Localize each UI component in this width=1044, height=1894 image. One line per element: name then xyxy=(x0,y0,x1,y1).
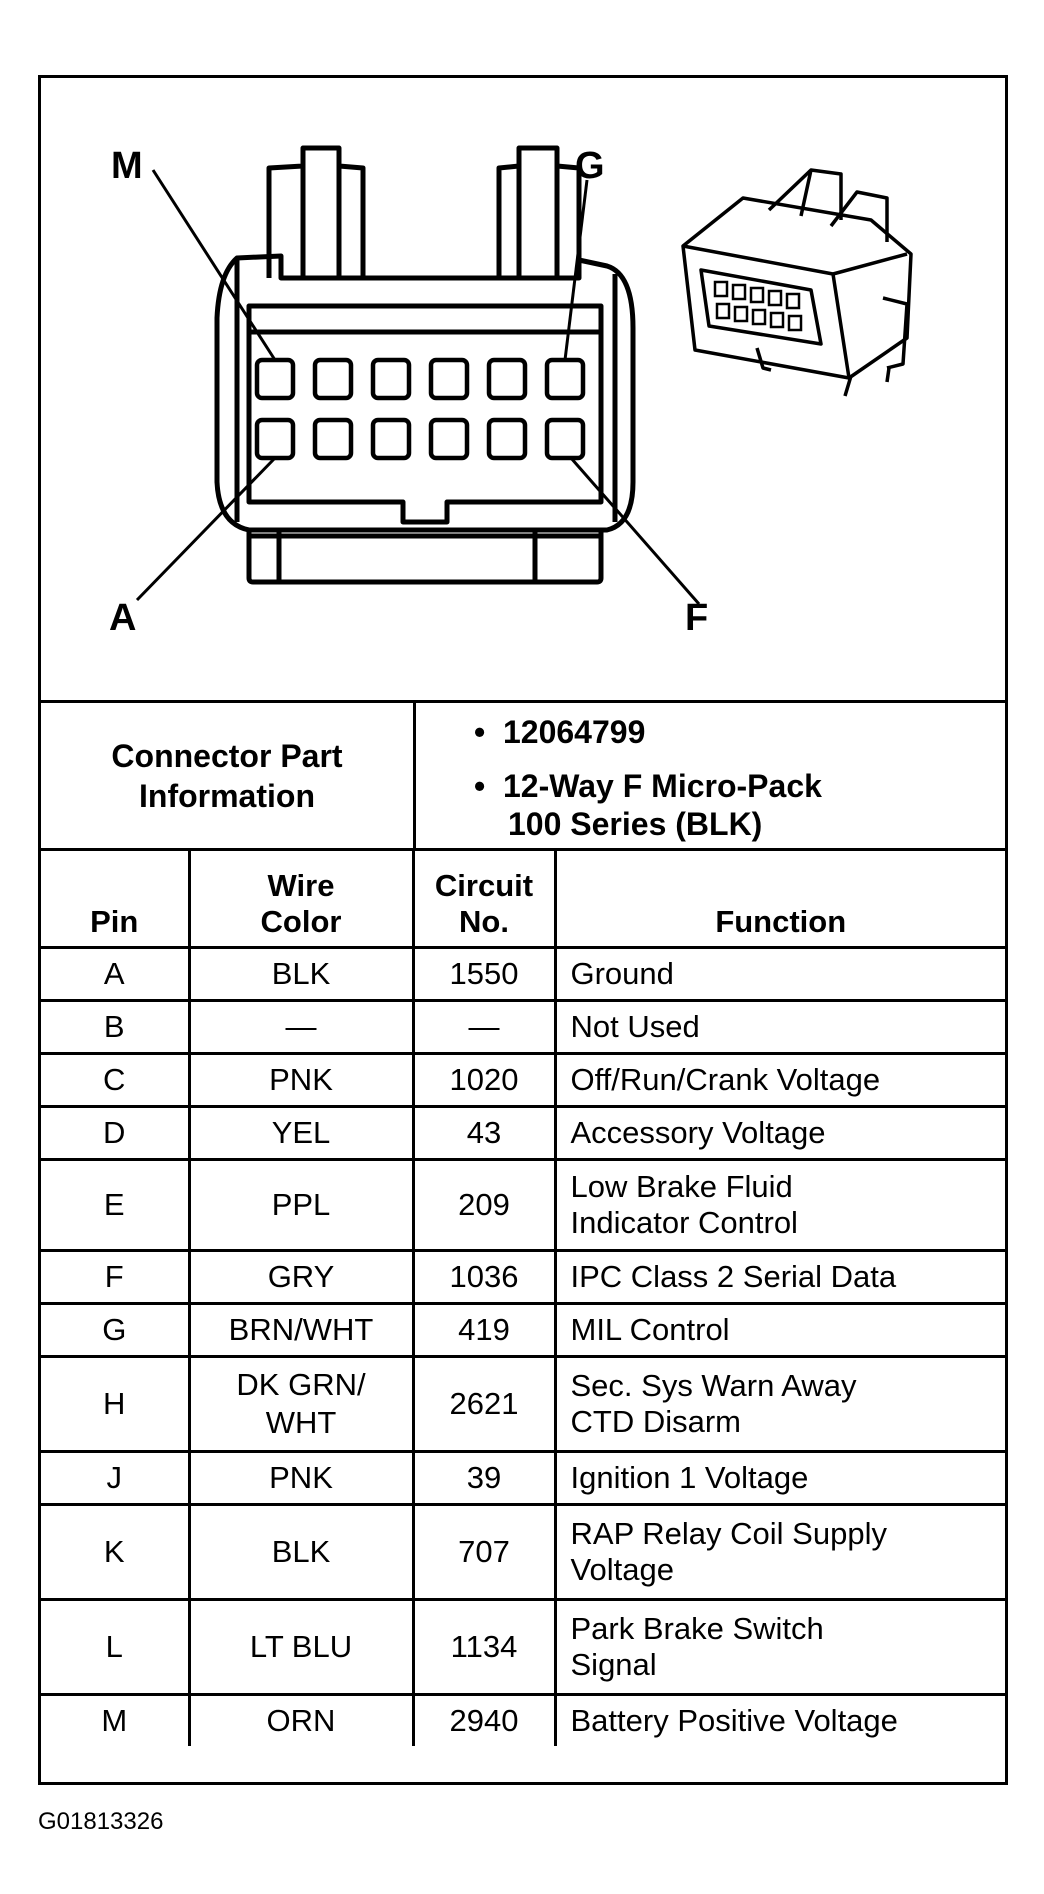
part-description-line1: 12-Way F Micro-Pack xyxy=(502,768,822,804)
wire-color-cell: YEL xyxy=(189,1107,413,1160)
pin-cell: C xyxy=(41,1054,189,1107)
header-pin: Pin xyxy=(41,851,189,948)
function-cell: IPC Class 2 Serial Data xyxy=(555,1251,1005,1304)
function-cell xyxy=(555,1600,1005,1695)
header-wire-color-line2: Color xyxy=(260,904,342,939)
circuit-cell: 1550 xyxy=(413,948,555,1001)
header-circuit-line2: No. xyxy=(459,904,509,939)
circuit-cell: 43 xyxy=(413,1107,555,1160)
wire-color-cell: BLK xyxy=(189,948,413,1001)
pin-label-m: M xyxy=(111,145,143,187)
pin-cell: L xyxy=(41,1600,189,1695)
pin-cell: K xyxy=(41,1505,189,1600)
circuit-cell: 1036 xyxy=(413,1251,555,1304)
circuit-cell: 209 xyxy=(413,1160,555,1251)
wire-color-line2: WHT xyxy=(265,1405,337,1440)
header-wire-color xyxy=(189,851,413,948)
connector-part-label xyxy=(41,703,416,848)
function-cell: MIL Control xyxy=(555,1304,1005,1357)
part-description-bullet: • 12-Way F Micro-Pack xyxy=(474,768,822,804)
connector-diagram xyxy=(41,78,1005,703)
wire-color-cell: LT BLU xyxy=(189,1600,413,1695)
function-cell xyxy=(555,1505,1005,1600)
pin-label-f: F xyxy=(685,597,709,639)
pin-table xyxy=(41,851,1005,1746)
wire-color-cell: ORN xyxy=(189,1695,413,1747)
circuit-cell: 1134 xyxy=(413,1600,555,1695)
table-row-f xyxy=(41,1251,1005,1304)
function-line2: Signal xyxy=(570,1647,657,1682)
table-row-l xyxy=(41,1600,1005,1695)
circuit-cell: 2621 xyxy=(413,1357,555,1452)
part-number-bullet: • 12064799 xyxy=(474,714,646,750)
function-cell: Battery Positive Voltage xyxy=(555,1695,1005,1747)
function-line1: Low Brake Fluid xyxy=(570,1169,793,1204)
pin-cell: E xyxy=(41,1160,189,1251)
function-line1: Sec. Sys Warn Away xyxy=(570,1368,857,1403)
header-circuit-line1: Circuit xyxy=(434,868,534,903)
function-line1: RAP Relay Coil Supply xyxy=(570,1516,887,1551)
wire-color-cell: BRN/WHT xyxy=(189,1304,413,1357)
connector-part-label-line2: Information xyxy=(139,777,315,814)
circuit-cell: 2940 xyxy=(413,1695,555,1747)
function-cell xyxy=(555,1160,1005,1251)
pin-table-header xyxy=(41,851,1005,948)
table-row-d xyxy=(41,1107,1005,1160)
wire-color-cell: PNK xyxy=(189,1452,413,1505)
connector-part-details xyxy=(416,703,1005,848)
header-circuit-no xyxy=(413,851,555,948)
part-number: 12064799 xyxy=(502,714,646,750)
wire-color-cell: PNK xyxy=(189,1054,413,1107)
table-row-m xyxy=(41,1695,1005,1747)
wire-color-cell: PPL xyxy=(189,1160,413,1251)
table-row-c xyxy=(41,1054,1005,1107)
table-row-g xyxy=(41,1304,1005,1357)
header-wire-color-line1: Wire xyxy=(267,868,335,903)
function-cell: Accessory Voltage xyxy=(555,1107,1005,1160)
pin-cell: B xyxy=(41,1001,189,1054)
pin-cell: J xyxy=(41,1452,189,1505)
wire-color-cell: BLK xyxy=(189,1505,413,1600)
circuit-cell: 39 xyxy=(413,1452,555,1505)
pin-cell: A xyxy=(41,948,189,1001)
pin-cell: H xyxy=(41,1357,189,1452)
circuit-cell: 1020 xyxy=(413,1054,555,1107)
table-row-b xyxy=(41,1001,1005,1054)
pin-label-a: A xyxy=(109,597,137,639)
table-row-k xyxy=(41,1505,1005,1600)
wire-color-cell: — xyxy=(189,1001,413,1054)
function-cell: Off/Run/Crank Voltage xyxy=(555,1054,1005,1107)
table-row-a xyxy=(41,948,1005,1001)
figure-id: G01813326 xyxy=(38,1808,164,1835)
function-cell xyxy=(555,1357,1005,1452)
function-line2: Indicator Control xyxy=(570,1205,798,1240)
pin-cell: G xyxy=(41,1304,189,1357)
header-function: Function xyxy=(555,851,1005,948)
function-cell: Ground xyxy=(555,948,1005,1001)
table-row-h xyxy=(41,1357,1005,1452)
connector-figure xyxy=(38,75,1008,1785)
pin-label-g: G xyxy=(575,145,605,187)
function-line2: Voltage xyxy=(570,1552,674,1587)
pin-cell: F xyxy=(41,1251,189,1304)
wire-color-cell: GRY xyxy=(189,1251,413,1304)
leader-line-m xyxy=(153,170,275,360)
circuit-cell: 419 xyxy=(413,1304,555,1357)
table-row-e xyxy=(41,1160,1005,1251)
connector-part-label-line1: Connector Part xyxy=(111,737,343,774)
table-row-j xyxy=(41,1452,1005,1505)
function-cell: Ignition 1 Voltage xyxy=(555,1452,1005,1505)
connector-part-info xyxy=(41,703,1005,851)
part-description-line2: 100 Series (BLK) xyxy=(508,806,763,842)
function-cell: Not Used xyxy=(555,1001,1005,1054)
function-line1: Park Brake Switch xyxy=(570,1611,824,1646)
pin-cell: M xyxy=(41,1695,189,1747)
wire-color-line1: DK GRN/ xyxy=(236,1367,366,1402)
connector-face-drawing xyxy=(41,78,1005,700)
circuit-cell: 707 xyxy=(413,1505,555,1600)
pin-cell: D xyxy=(41,1107,189,1160)
wire-color-cell xyxy=(189,1357,413,1452)
circuit-cell: — xyxy=(413,1001,555,1054)
function-line2: CTD Disarm xyxy=(570,1404,741,1439)
